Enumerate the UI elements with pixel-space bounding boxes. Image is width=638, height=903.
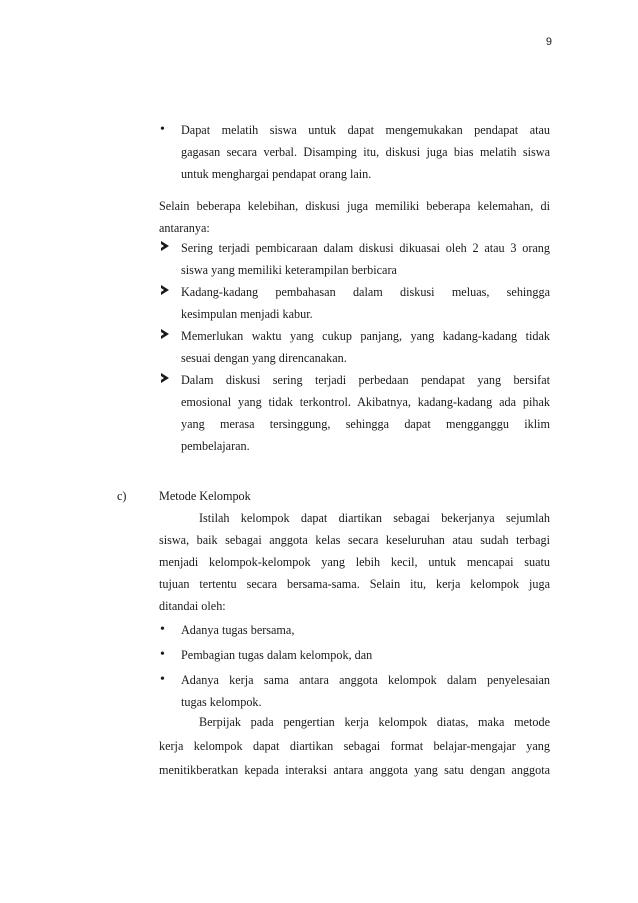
paragraph-line: siswa, baik sebagai anggota kelas secara keseluruhan atau sudah terbagi (159, 533, 550, 547)
paragraph-line: menitikberatkan kepada interaksi antara anggota yang satu dengan anggota (159, 763, 550, 777)
list-item-line: emosional yang tidak terkontrol. Akibatnya, kadang-kadang ada pihak (181, 395, 550, 409)
paragraph-line: Berpijak pada pengertian kerja kelompok diatas, maka metode (199, 715, 550, 729)
list-item-line: kesimpulan menjadi kabur. (181, 307, 313, 321)
arrow-bullet-icon (161, 325, 169, 347)
arrow-bullet-icon (161, 369, 169, 391)
paragraph-line: ditandai oleh: (159, 599, 226, 613)
paragraph-line: antaranya: (159, 221, 210, 235)
page-number: 9 (545, 36, 552, 48)
bullet-text-line: Pembagian tugas dalam kelompok, dan (181, 648, 373, 662)
bullet-icon: • (160, 672, 165, 687)
list-item-line: yang merasa tersinggung, sehingga dapat mengganggu iklim (181, 417, 550, 431)
bullet-text-line: gagasan secara verbal. Disamping itu, diskusi juga bias melatih siswa (181, 145, 550, 159)
paragraph-line: tujuan tertentu secara bersama-sama. Selain itu, kerja kelompok juga (159, 577, 550, 591)
bullet-text-line: Adanya kerja sama antara anggota kelompok dalam penyelesaian (181, 673, 550, 687)
bullet-icon: • (160, 622, 165, 637)
paragraph-line: Selain beberapa kelebihan, diskusi juga memiliki beberapa kelemahan, di (159, 199, 550, 213)
bullet-text-line: Dapat melatih siswa untuk dapat mengemukakan pendapat atau (181, 123, 550, 137)
list-item-line: Kadang-kadang pembahasan dalam diskusi meluas, sehingga (181, 285, 550, 299)
list-item-line: pembelajaran. (181, 439, 250, 453)
bullet-text-line: tugas kelompok. (181, 695, 262, 709)
section-marker: c) (117, 489, 127, 503)
bullet-icon: • (160, 647, 165, 662)
bullet-icon: • (160, 122, 165, 137)
arrow-bullet-icon (161, 237, 169, 259)
list-item-line: Memerlukan waktu yang cukup panjang, yang kadang-kadang tidak (181, 329, 550, 343)
paragraph-line: menjadi kelompok-kelompok yang lebih kecil, untuk mencapai suatu (159, 555, 550, 569)
list-item-line: siswa yang memiliki keterampilan berbicara (181, 263, 397, 277)
arrow-bullet-icon (161, 281, 169, 303)
section-heading: Metode Kelompok (159, 489, 251, 503)
bullet-text-line: untuk menghargai pendapat orang lain. (181, 167, 372, 181)
bullet-text-line: Adanya tugas bersama, (181, 623, 295, 637)
paragraph-line: kerja kelompok dapat diartikan sebagai format belajar-mengajar yang (159, 739, 550, 753)
list-item-line: Sering terjadi pembicaraan dalam diskusi dikuasai oleh 2 atau 3 orang (181, 241, 550, 255)
list-item-line: sesuai dengan yang direncanakan. (181, 351, 347, 365)
list-item-line: Dalam diskusi sering terjadi perbedaan pendapat yang bersifat (181, 373, 550, 387)
paragraph-line: Istilah kelompok dapat diartikan sebagai bekerjanya sejumlah (199, 511, 550, 525)
